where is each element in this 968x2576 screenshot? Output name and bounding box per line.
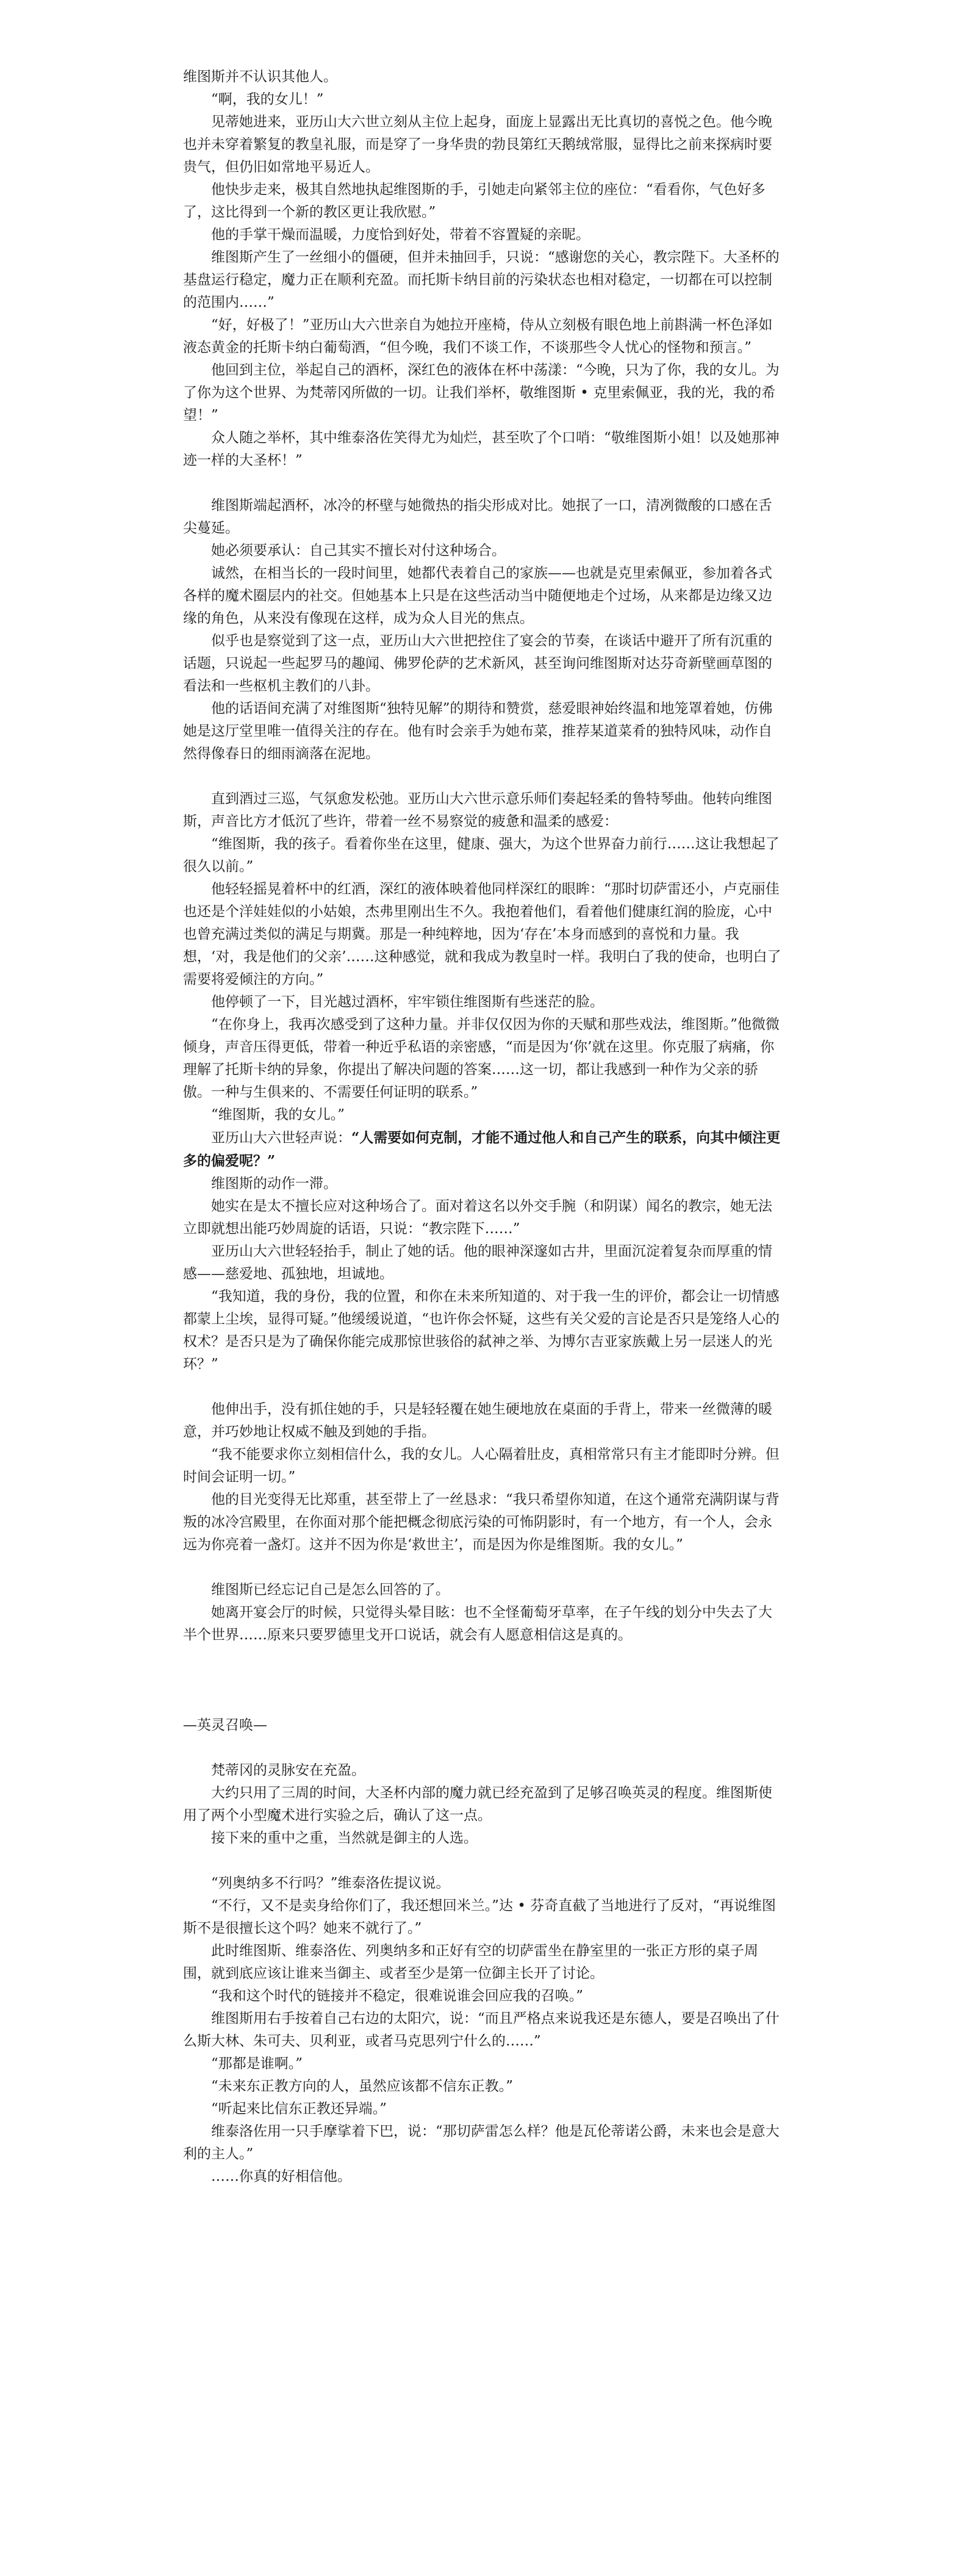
paragraph: 众人随之举杯，其中维泰洛佐笑得尤为灿烂，甚至吹了个口哨：“敬维图斯小姐！以及她那神迹一样的大圣杯！” — [183, 430, 780, 468]
bold-quote: “人需要如何克制，才能不通过他人和自己产生的联系，向其中倾注更多的偏爱呢？” — [183, 1129, 781, 1169]
paragraph: “我不能要求你立刻相信什么，我的女儿。人心隔着肚皮，真相常常只有主才能即时分辨。但时间会证明一切。” — [183, 1447, 780, 1485]
paragraph-spacer — [183, 472, 785, 495]
paragraph: 他伸出手，没有抓住她的手，只是轻轻覆在她生硬地放在桌面的手背上，带来一丝微薄的暖意，并巧妙地让权威不触及到她的手指。 — [183, 1401, 772, 1440]
paragraph: 维泰洛佐用一只手摩挲着下巴，说：“那切萨雷怎么样？他是瓦伦蒂诺公爵，未来也会是意大利的主人。” — [183, 2123, 780, 2162]
paragraph-spacer — [183, 1737, 785, 1759]
paragraph: 诚然，在相当长的一段时间里，她都代表着自己的家族——也就是克里索佩亚，参加着各式各样的魔术圈层内的社交。但她基本上只是在这些活动当中随便地走个过场，从来都是边缘又边缘的角色，从来没有像现在这样，成为众人目光的焦点。 — [183, 565, 772, 626]
paragraph-spacer — [183, 1376, 785, 1398]
paragraph: 他回到主位，举起自己的酒杯，深红色的液体在杯中荡漾：“今晚，只为了你，我的女儿。为了你为这个世界、为梵蒂冈所做的一切。让我们举杯，敬维图斯 • 克里索佩亚，我的光，我的希望！” — [183, 362, 780, 423]
paragraph: 梵蒂冈的灵脉安在充盈。 — [211, 1762, 365, 1778]
paragraph: 他的手掌干燥而温暖，力度恰到好处，带着不容置疑的亲昵。 — [211, 227, 590, 243]
paragraph: ……你真的好相信他。 — [211, 2169, 351, 2184]
paragraph: 维图斯用右手按着自己右边的太阳穴，说：“而且严格点来说我还是东德人，要是召唤出了什么斯大林、朱可夫、贝利亚，或者马克思列宁什么的……” — [183, 2011, 780, 2049]
paragraph: 他轻轻摇晃着杯中的红酒，深红的液体映着他同样深红的眼眸：“那时切萨雷还小，卢克丽佳也还是个洋娃娃似的小姑娘，杰弗里刚出生不久。我抱着他们，看着他们健康红润的脸庞，心中也曾充满过类似的满足与期冀。那是一种纯粹地，因为‘存在’本身而感到的喜悦和力量。我想，‘对，我是他们的父亲’……这种感觉，就和我成为教皇时一样。我明白了我的使命，也明白了需要将爱倾注的方向。” — [183, 881, 781, 987]
paragraph: 他停顿了一下，目光越过酒杯，牢牢锁住维图斯有些迷茫的脸。 — [211, 994, 604, 1010]
paragraph: 维图斯的动作一滞。 — [211, 1176, 337, 1192]
paragraph-spacer — [183, 1692, 785, 1714]
paragraph: “不行，又不是卖身给你们了，我还想回米兰。”达 • 芬奇直截了当地进行了反对，“再说维图斯不是很擅长这个吗？她来不就行了。” — [183, 1898, 776, 1936]
paragraph: 见蒂她进来，亚历山大六世立刻从主位上起身，面庞上显露出无比真切的喜悦之色。他今晚也并未穿着繁复的教皇礼服，而是穿了一身华贵的勃艮第红天鹅绒常服，显得比之前来探病时要贵气，但仍旧如常地平易近人。 — [183, 114, 772, 175]
paragraph: 他快步走来，极其自然地执起维图斯的手，引她走向紧邻主位的座位：“看看你，气色好多了，这比得到一个新的教区更让我欣慰。” — [183, 182, 765, 220]
paragraph: 她实在是太不擅长应对这种场合了。面对着这名以外交手腕（和阴谋）闻名的教宗，她无法立即就想出能巧妙周旋的话语，只说：“教宗陛下……” — [183, 1198, 772, 1237]
paragraph: 似乎也是察觉到了这一点，亚历山大六世把控住了宴会的节奏，在谈话中避开了所有沉重的话题，只说起一些起罗马的趣闻、佛罗伦萨的艺术新风，甚至询问维图斯对达芬奇新壁画草图的看法和一些枢机主教们的八卦。 — [183, 633, 772, 694]
paragraph: 直到酒过三巡，气氛愈发松弛。亚历山大六世示意乐师们奏起轻柔的鲁特琴曲。他转向维图斯，声音比方才低沉了些许，带着一丝不易察觉的疲惫和温柔的感爱： — [183, 791, 772, 829]
paragraph: “啊，我的女儿！” — [211, 91, 324, 107]
paragraph-spacer — [183, 1850, 785, 1872]
paragraph: “维图斯，我的女儿。” — [211, 1107, 345, 1123]
paragraph: 她离开宴会厅的时候，只觉得头晕目眩：也不全怪葡萄牙草率，在子午线的划分中失去了大半个世界……原来只要罗德里戈开口说话，就会有人愿意相信这是真的。 — [183, 1605, 772, 1643]
paragraph: 接下来的重中之重，当然就是御主的人选。 — [211, 1830, 478, 1846]
paragraph-text: 亚历山大六世轻声说： — [211, 1130, 351, 1146]
paragraph: 维图斯并不认识其他人。 — [183, 69, 337, 85]
paragraph: “未来东正教方向的人，虽然应该都不信东正教。” — [211, 2078, 514, 2094]
paragraph: 她必须要承认：自己其实不擅长对付这种场合。 — [211, 543, 506, 559]
paragraph: “好，好极了！”亚历山大六世亲自为她拉开座椅，侍从立刻极有眼色地上前斟满一杯色泽如液态黄金的托斯卡纳白葡萄酒，“但今晚，我们不谈工作，不谈那些令人忧心的怪物和预言。” — [183, 317, 773, 356]
section-title: —英灵召唤— — [183, 1717, 267, 1733]
paragraph: “我知道，我的身份，我的位置，和你在未来所知道的、对于我一生的评价，都会让一切情感都蒙上尘埃，显得可疑。”他缓缓说道，“也许你会怀疑，这些有关父爱的言论是否只是笼络人心的权术？是否只是为了确保你能完成那惊世骇俗的弑神之举、为博尔吉亚家族戴上另一层迷人的光环？” — [183, 1289, 780, 1372]
paragraph: 他的目光变得无比郑重，甚至带上了一丝恳求：“我只希望你知道，在这个通常充满阴谋与背叛的冰冷宫殿里，在你面对那个能把概念彻底污染的可怖阴影时，有一个地方，有一个人，会永远为你亮着一盏灯。这并不因为你是‘救世主’，而是因为你是维图斯。我的女儿。” — [183, 1492, 780, 1553]
section-spacer — [183, 1647, 785, 1692]
paragraph: 亚历山大六世轻轻抬手，制止了她的话。他的眼神深邃如古井，里面沉淀着复杂而厚重的情感——慈爱地、孤独地，坦诚地。 — [183, 1243, 772, 1282]
paragraph: “维图斯，我的孩子。看着你坐在这里，健康、强大，为这个世界奋力前行……这让我想起了很久以前。” — [183, 836, 780, 875]
paragraph-spacer — [183, 1556, 785, 1579]
paragraph: “列奥纳多不行吗？”维泰洛佐提议说。 — [211, 1875, 450, 1891]
paragraph: 维图斯已经忘记自己是怎么回答的了。 — [211, 1582, 450, 1598]
paragraph-spacer — [183, 765, 785, 788]
paragraph: 大约只用了三周的时间，大圣杯内部的魔力就已经充盈到了足够召唤英灵的程度。维图斯使用了两个小型魔术进行实验之后，确认了这一点。 — [183, 1785, 772, 1823]
paragraph: 他的话语间充满了对维图斯“独特见解”的期待和赞赏，慈爱眼神始终温和地笼罩着她，仿佛她是这厅堂里唯一值得关注的存在。他有时会亲手为她布菜，推荐某道菜肴的独特风味，动作自然得像春日的细雨滴落在泥地。 — [183, 701, 773, 762]
paragraph: 此时维图斯、维泰洛佐、列奥纳多和正好有空的切萨雷坐在静室里的一张正方形的桌子周围，就到底应该让谁来当御主、或者至少是第一位御主长开了讨论。 — [183, 1943, 758, 1981]
paragraph — [183, 1126, 785, 1173]
paragraph: 维图斯产生了一丝细小的僵硬，但并未抽回手，只说：“感谢您的关心，教宗陛下。大圣杯的基盘运行稳定，魔力正在顺利充盈。而托斯卡纳目前的污染状态也相对稳定，一切都在可以控制的范围内……” — [183, 249, 780, 310]
paragraph: “听起来比信东正教还异端。” — [211, 2101, 387, 2117]
paragraph: 维图斯端起酒杯，冰冷的杯壁与她微热的指尖形成对比。她抿了一口，清冽微酸的口感在舌尖蔓延。 — [183, 498, 772, 536]
paragraph: “在你身上，我再次感受到了这种力量。并非仅仅因为你的天赋和那些戏法，维图斯。”他微微倾身，声音压得更低，带着一种近乎私语的亲密感，“而是因为‘你’就在这里。你克服了病痛，你理解了托斯卡纳的异象，你提出了解决问题的答案……这一切，都让我感到一种作为父亲的骄傲。一种与生俱来的、不需要任何证明的联系。” — [183, 1017, 780, 1100]
paragraph: “那都是谁啊。” — [211, 2056, 303, 2072]
paragraph: “我和这个时代的链接并不稳定，很难说谁会回应我的召唤。” — [211, 1988, 584, 2004]
